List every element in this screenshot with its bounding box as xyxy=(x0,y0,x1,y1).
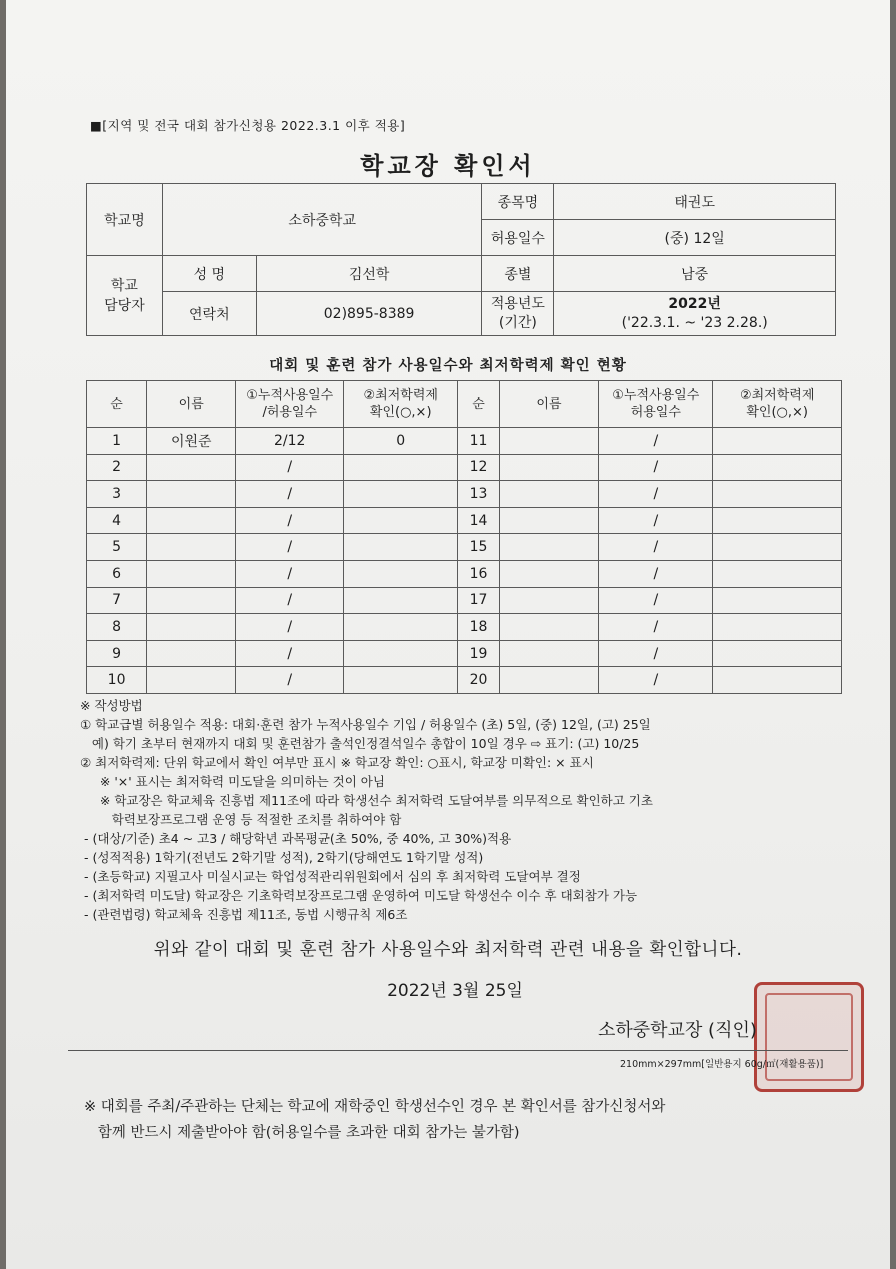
row-check xyxy=(713,640,842,667)
paper-spec: 210mm×297mm[일반용지 60g/㎡(재활용품)] xyxy=(620,1059,824,1070)
manager-label xyxy=(87,256,163,336)
note-line: - (대상/기준) 초4 ~ 고3 / 해당학년 과목평균(초 50%, 중 40%, 고 30%)적용 xyxy=(80,831,512,846)
instructions xyxy=(80,696,850,924)
header-days-left-line2: /허용일수 xyxy=(262,405,318,420)
row-days: / xyxy=(599,560,713,587)
table-row xyxy=(87,614,842,641)
note-line: - (최저학력 미도달) 학교장은 기초학력보장프로그램 운영하여 미도달 학생선수 이수 후 대회참가 가능 xyxy=(80,888,638,903)
row-check: 0 xyxy=(344,428,458,455)
note-line: ※ 학교장은 학교체육 진흥법 제11조에 따라 학생선수 최저학력 도달여부를 의무적으로 확인하고 기초 xyxy=(80,793,653,808)
row-no: 17 xyxy=(458,587,499,614)
row-days: 2/12 xyxy=(236,428,344,455)
name-label: 성 명 xyxy=(162,256,256,292)
row-check xyxy=(344,667,458,694)
row-check xyxy=(344,640,458,667)
row-check xyxy=(344,560,458,587)
header-check-left xyxy=(344,381,458,428)
note-line: ② 최저학력제: 단위 학교에서 확인 여부만 표시 ※ 학교장 확인: ○표시, 학교장 미확인: × 표시 xyxy=(80,755,594,770)
row-check xyxy=(713,481,842,508)
year-value-line2: ('22.3.1. ~ '23 2.28.) xyxy=(621,314,768,331)
document-title: 학교장 확인서 xyxy=(360,152,536,180)
row-name xyxy=(499,667,599,694)
row-no: 8 xyxy=(87,614,147,641)
header-name-left: 이름 xyxy=(147,381,236,428)
header-days-right xyxy=(599,381,713,428)
row-no: 2 xyxy=(87,454,147,481)
row-check xyxy=(713,428,842,455)
row-days: / xyxy=(599,667,713,694)
info-table xyxy=(86,183,836,336)
row-no: 12 xyxy=(458,454,499,481)
category-value: 남중 xyxy=(554,256,836,292)
principal-signature: 소하중학교장 (직인) xyxy=(598,1020,757,1041)
row-days: / xyxy=(599,587,713,614)
row-no: 3 xyxy=(87,481,147,508)
row-days: / xyxy=(599,481,713,508)
note-line: - (관련법령) 학교체육 진흥법 제11조, 동법 시행규칙 제6조 xyxy=(80,907,408,922)
row-no: 7 xyxy=(87,587,147,614)
school-label: 학교명 xyxy=(87,184,163,256)
row-no: 6 xyxy=(87,560,147,587)
allowed-days-label: 허용일수 xyxy=(482,220,554,256)
table-row xyxy=(87,587,842,614)
row-no: 11 xyxy=(458,428,499,455)
row-no: 14 xyxy=(458,507,499,534)
row-days: / xyxy=(599,534,713,561)
row-days: / xyxy=(236,640,344,667)
row-name: 이원준 xyxy=(147,428,236,455)
row-no: 10 xyxy=(87,667,147,694)
row-name xyxy=(499,507,599,534)
row-name xyxy=(499,560,599,587)
row-no: 20 xyxy=(458,667,499,694)
row-no: 5 xyxy=(87,534,147,561)
row-name xyxy=(147,481,236,508)
usage-table xyxy=(86,380,842,694)
row-days: / xyxy=(599,428,713,455)
name-value: 김선학 xyxy=(256,256,482,292)
row-name xyxy=(147,560,236,587)
header-check-left-line2: 확인(○,×) xyxy=(369,405,432,420)
table-header-row xyxy=(87,381,842,428)
school-value: 소하중학교 xyxy=(162,184,482,256)
row-check xyxy=(713,534,842,561)
year-label xyxy=(482,292,554,336)
footer-line: ※ 대회를 주최/주관하는 단체는 학교에 재학중인 학생선수인 경우 본 확인서를 참가신청서와 xyxy=(84,1099,666,1115)
row-check xyxy=(713,454,842,481)
row-no: 1 xyxy=(87,428,147,455)
header-name-right: 이름 xyxy=(499,381,599,428)
header-no-right: 순 xyxy=(458,381,499,428)
row-name xyxy=(499,428,599,455)
header-check-right-line1: ②최저학력제 xyxy=(739,388,815,403)
divider xyxy=(68,1050,848,1051)
manager-label-line2: 담당자 xyxy=(104,297,145,314)
row-days: / xyxy=(236,507,344,534)
year-label-line2: (기간) xyxy=(498,314,537,331)
table-row xyxy=(87,481,842,508)
row-no: 15 xyxy=(458,534,499,561)
row-check xyxy=(344,614,458,641)
row-name xyxy=(499,481,599,508)
table-row xyxy=(87,534,842,561)
year-value xyxy=(554,292,836,336)
row-check xyxy=(713,587,842,614)
row-days: / xyxy=(599,640,713,667)
note-line: 예) 학기 초부터 현재까지 대회 및 훈련참가 출석인정결석일수 총합이 10일 경우 ⇨ 표기: (고) 10/25 xyxy=(80,736,640,751)
header-check-right xyxy=(713,381,842,428)
row-name xyxy=(147,454,236,481)
contact-label: 연락처 xyxy=(162,292,256,336)
sport-label: 종목명 xyxy=(482,184,554,220)
row-days: / xyxy=(599,507,713,534)
table-row xyxy=(87,560,842,587)
row-no: 9 xyxy=(87,640,147,667)
row-days: / xyxy=(236,587,344,614)
note-line: 학력보장프로그램 운영 등 적절한 조치를 취하여야 함 xyxy=(80,812,402,827)
row-name xyxy=(499,454,599,481)
row-days: / xyxy=(236,560,344,587)
row-no: 4 xyxy=(87,507,147,534)
row-name xyxy=(147,507,236,534)
row-check xyxy=(344,534,458,561)
header-check-right-line2: 확인(○,×) xyxy=(746,405,808,420)
note-line: ※ 작성방법 xyxy=(80,698,143,713)
table-row xyxy=(87,428,842,455)
row-check xyxy=(713,614,842,641)
row-check xyxy=(344,481,458,508)
row-check xyxy=(344,507,458,534)
row-no: 16 xyxy=(458,560,499,587)
row-check xyxy=(344,454,458,481)
row-name xyxy=(499,587,599,614)
form-header-note: ■[지역 및 전국 대회 참가신청용 2022.3.1 이후 적용] xyxy=(90,118,406,133)
year-label-line1: 적용년도 xyxy=(490,295,545,312)
row-check xyxy=(713,560,842,587)
header-days-right-line1: ①누적사용일수 xyxy=(612,388,700,403)
row-check xyxy=(344,587,458,614)
allowed-days-value: (중) 12일 xyxy=(554,220,836,256)
row-name xyxy=(147,667,236,694)
row-name xyxy=(499,640,599,667)
row-no: 19 xyxy=(458,640,499,667)
contact-value: 02)895-8389 xyxy=(256,292,482,336)
header-check-left-line1: ②최저학력제 xyxy=(363,388,438,403)
row-days: / xyxy=(599,614,713,641)
row-days: / xyxy=(236,481,344,508)
header-days-right-line2: 허용일수 xyxy=(630,405,681,420)
row-name xyxy=(499,534,599,561)
note-line: ① 학교급별 허용일수 적용: 대회·훈련 참가 누적사용일수 기입 / 허용일수 (초) 5일, (중) 12일, (고) 25일 xyxy=(80,717,651,732)
year-value-line1: 2022년 xyxy=(668,295,721,312)
footer-line: 함께 반드시 제출받아야 함(허용일수를 초과한 대회 참가는 불가함) xyxy=(84,1125,520,1141)
row-name xyxy=(499,614,599,641)
table-title: 대회 및 훈련 참가 사용일수와 최저학력제 확인 현황 xyxy=(269,358,627,374)
note-line: - (초등학교) 지필고사 미실시교는 학업성적관리위원회에서 심의 후 최저학력 도달여부 결정 xyxy=(80,869,581,884)
row-no: 18 xyxy=(458,614,499,641)
issue-date: 2022년 3월 25일 xyxy=(387,981,523,1001)
row-name xyxy=(147,534,236,561)
row-name xyxy=(147,640,236,667)
row-name xyxy=(147,614,236,641)
row-check xyxy=(713,507,842,534)
row-days: / xyxy=(236,454,344,481)
table-row xyxy=(87,640,842,667)
confirmation-statement: 위와 같이 대회 및 훈련 참가 사용일수와 최저학력 관련 내용을 확인합니다. xyxy=(153,940,743,960)
row-days: / xyxy=(236,534,344,561)
official-seal-stamp xyxy=(754,982,864,1092)
row-check xyxy=(713,667,842,694)
row-name xyxy=(147,587,236,614)
row-days: / xyxy=(236,667,344,694)
manager-label-line1: 학교 xyxy=(110,277,138,294)
table-row xyxy=(87,507,842,534)
note-line: - (성적적용) 1학기(전년도 2학기말 성적), 2학기(당해연도 1학기말 성적) xyxy=(80,850,484,865)
header-days-left-line1: ①누적사용일수 xyxy=(246,388,334,403)
table-row xyxy=(87,454,842,481)
row-days: / xyxy=(599,454,713,481)
category-label: 종별 xyxy=(482,256,554,292)
row-no: 13 xyxy=(458,481,499,508)
header-days-left xyxy=(236,381,344,428)
row-days: / xyxy=(236,614,344,641)
table-row xyxy=(87,667,842,694)
note-line: ※ '×' 표시는 최저학력 미도달을 의미하는 것이 아님 xyxy=(80,774,385,789)
header-no-left: 순 xyxy=(87,381,147,428)
footer-note xyxy=(84,1094,844,1146)
sport-value: 태권도 xyxy=(554,184,836,220)
